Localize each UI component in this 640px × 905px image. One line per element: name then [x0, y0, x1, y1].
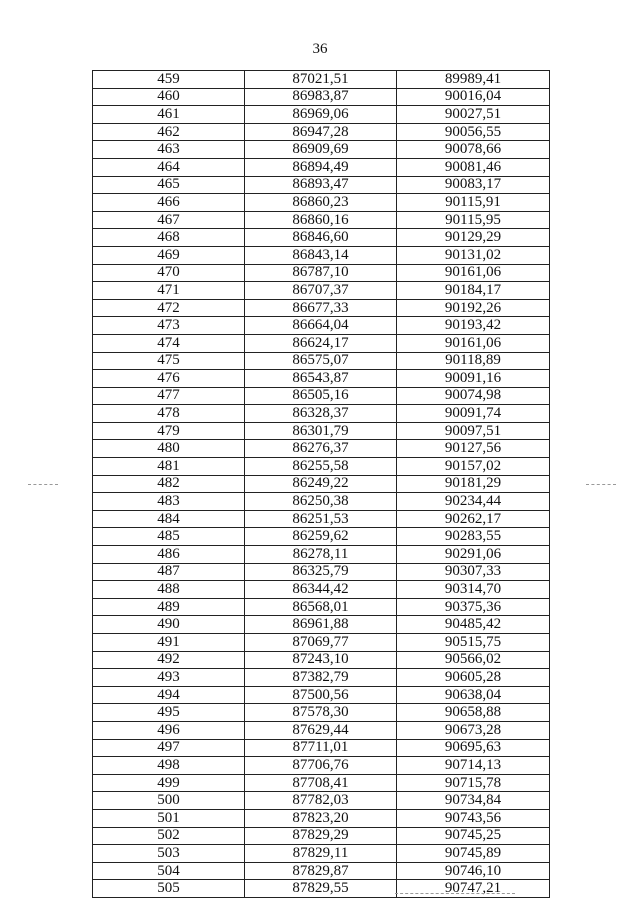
- table-row: [93, 211, 550, 229]
- y-coordinate-cell: 90714,13: [397, 757, 550, 775]
- table-row: [93, 387, 550, 405]
- y-coordinate-cell: 90129,29: [397, 229, 550, 247]
- y-coordinate-cell: 90184,17: [397, 282, 550, 300]
- point-number-cell: 494: [93, 686, 245, 704]
- point-number-cell: 468: [93, 229, 245, 247]
- table-row: [93, 880, 550, 898]
- y-coordinate-cell: 90115,95: [397, 211, 550, 229]
- x-coordinate-cell: 86568,01: [245, 598, 397, 616]
- x-coordinate-cell: 86543,87: [245, 370, 397, 388]
- point-number-cell: 466: [93, 194, 245, 212]
- y-coordinate-cell: 90016,04: [397, 88, 550, 106]
- table-row: [93, 334, 550, 352]
- table-row: [93, 229, 550, 247]
- y-coordinate-cell: 90056,55: [397, 123, 550, 141]
- y-coordinate-cell: 90515,75: [397, 634, 550, 652]
- table-row: [93, 370, 550, 388]
- x-coordinate-cell: 86909,69: [245, 141, 397, 159]
- x-coordinate-cell: 87500,56: [245, 686, 397, 704]
- x-coordinate-cell: 87243,10: [245, 651, 397, 669]
- y-coordinate-cell: 90127,56: [397, 440, 550, 458]
- coordinates-table-body: [93, 71, 550, 898]
- table-row: [93, 475, 550, 493]
- coordinates-table: [92, 70, 550, 898]
- y-coordinate-cell: 90745,89: [397, 845, 550, 863]
- table-row: [93, 827, 550, 845]
- point-number-cell: 487: [93, 563, 245, 581]
- x-coordinate-cell: 87829,87: [245, 862, 397, 880]
- point-number-cell: 462: [93, 123, 245, 141]
- point-number-cell: 490: [93, 616, 245, 634]
- y-coordinate-cell: 90566,02: [397, 651, 550, 669]
- table-row: [93, 194, 550, 212]
- point-number-cell: 501: [93, 809, 245, 827]
- x-coordinate-cell: 86250,38: [245, 493, 397, 511]
- point-number-cell: 475: [93, 352, 245, 370]
- x-coordinate-cell: 87823,20: [245, 809, 397, 827]
- point-number-cell: 465: [93, 176, 245, 194]
- point-number-cell: 476: [93, 370, 245, 388]
- table-row: [93, 686, 550, 704]
- y-coordinate-cell: 90658,88: [397, 704, 550, 722]
- point-number-cell: 461: [93, 106, 245, 124]
- y-coordinate-cell: 90605,28: [397, 669, 550, 687]
- table-row: [93, 528, 550, 546]
- point-number-cell: 460: [93, 88, 245, 106]
- x-coordinate-cell: 87829,29: [245, 827, 397, 845]
- x-coordinate-cell: 87782,03: [245, 792, 397, 810]
- y-coordinate-cell: 90262,17: [397, 510, 550, 528]
- y-coordinate-cell: 90157,02: [397, 458, 550, 476]
- y-coordinate-cell: 90081,46: [397, 158, 550, 176]
- y-coordinate-cell: 90131,02: [397, 246, 550, 264]
- x-coordinate-cell: 86707,37: [245, 282, 397, 300]
- point-number-cell: 485: [93, 528, 245, 546]
- point-number-cell: 473: [93, 317, 245, 335]
- point-number-cell: 463: [93, 141, 245, 159]
- x-coordinate-cell: 86860,23: [245, 194, 397, 212]
- y-coordinate-cell: 90746,10: [397, 862, 550, 880]
- point-number-cell: 464: [93, 158, 245, 176]
- table-row: [93, 862, 550, 880]
- y-coordinate-cell: 90115,91: [397, 194, 550, 212]
- x-coordinate-cell: 86251,53: [245, 510, 397, 528]
- point-number-cell: 496: [93, 721, 245, 739]
- x-coordinate-cell: 86325,79: [245, 563, 397, 581]
- table-row: [93, 493, 550, 511]
- x-coordinate-cell: 86677,33: [245, 299, 397, 317]
- table-row: [93, 282, 550, 300]
- y-coordinate-cell: 90193,42: [397, 317, 550, 335]
- y-coordinate-cell: 90743,56: [397, 809, 550, 827]
- y-coordinate-cell: 90485,42: [397, 616, 550, 634]
- point-number-cell: 489: [93, 598, 245, 616]
- point-number-cell: 503: [93, 845, 245, 863]
- point-number-cell: 479: [93, 422, 245, 440]
- y-coordinate-cell: 90314,70: [397, 581, 550, 599]
- point-number-cell: 470: [93, 264, 245, 282]
- table-row: [93, 598, 550, 616]
- point-number-cell: 492: [93, 651, 245, 669]
- x-coordinate-cell: 86259,62: [245, 528, 397, 546]
- y-coordinate-cell: 90673,28: [397, 721, 550, 739]
- point-number-cell: 482: [93, 475, 245, 493]
- table-row: [93, 123, 550, 141]
- table-row: [93, 809, 550, 827]
- x-coordinate-cell: 87629,44: [245, 721, 397, 739]
- point-number-cell: 472: [93, 299, 245, 317]
- y-coordinate-cell: 89989,41: [397, 71, 550, 89]
- y-coordinate-cell: 90091,16: [397, 370, 550, 388]
- y-coordinate-cell: 90161,06: [397, 264, 550, 282]
- x-coordinate-cell: 87578,30: [245, 704, 397, 722]
- x-coordinate-cell: 87708,41: [245, 774, 397, 792]
- x-coordinate-cell: 86301,79: [245, 422, 397, 440]
- x-coordinate-cell: 86947,28: [245, 123, 397, 141]
- point-number-cell: 486: [93, 546, 245, 564]
- y-coordinate-cell: 90715,78: [397, 774, 550, 792]
- point-number-cell: 495: [93, 704, 245, 722]
- x-coordinate-cell: 86278,11: [245, 546, 397, 564]
- point-number-cell: 469: [93, 246, 245, 264]
- x-coordinate-cell: 86276,37: [245, 440, 397, 458]
- point-number-cell: 497: [93, 739, 245, 757]
- table-row: [93, 739, 550, 757]
- scan-edge-mark-right: [586, 484, 616, 485]
- table-row: [93, 141, 550, 159]
- table-row: [93, 299, 550, 317]
- point-number-cell: 478: [93, 405, 245, 423]
- point-number-cell: 480: [93, 440, 245, 458]
- point-number-cell: 459: [93, 71, 245, 89]
- y-coordinate-cell: 90745,25: [397, 827, 550, 845]
- point-number-cell: 491: [93, 634, 245, 652]
- y-coordinate-cell: 90074,98: [397, 387, 550, 405]
- x-coordinate-cell: 86344,42: [245, 581, 397, 599]
- y-coordinate-cell: 90097,51: [397, 422, 550, 440]
- table-row: [93, 176, 550, 194]
- table-row: [93, 704, 550, 722]
- table-row: [93, 71, 550, 89]
- x-coordinate-cell: 86249,22: [245, 475, 397, 493]
- table-row: [93, 422, 550, 440]
- point-number-cell: 477: [93, 387, 245, 405]
- x-coordinate-cell: 87069,77: [245, 634, 397, 652]
- table-row: [93, 246, 550, 264]
- point-number-cell: 474: [93, 334, 245, 352]
- table-row: [93, 88, 550, 106]
- x-coordinate-cell: 87711,01: [245, 739, 397, 757]
- x-coordinate-cell: 86575,07: [245, 352, 397, 370]
- x-coordinate-cell: 86328,37: [245, 405, 397, 423]
- scan-edge-mark-bottom: [395, 893, 515, 894]
- table-row: [93, 352, 550, 370]
- y-coordinate-cell: 90234,44: [397, 493, 550, 511]
- table-row: [93, 106, 550, 124]
- x-coordinate-cell: 86893,47: [245, 176, 397, 194]
- point-number-cell: 493: [93, 669, 245, 687]
- y-coordinate-cell: 90747,21: [397, 880, 550, 898]
- y-coordinate-cell: 90161,06: [397, 334, 550, 352]
- point-number-cell: 504: [93, 862, 245, 880]
- table-row: [93, 158, 550, 176]
- point-number-cell: 499: [93, 774, 245, 792]
- page-number: 36: [312, 41, 328, 57]
- x-coordinate-cell: 86787,10: [245, 264, 397, 282]
- x-coordinate-cell: 87706,76: [245, 757, 397, 775]
- point-number-cell: 500: [93, 792, 245, 810]
- table-row: [93, 616, 550, 634]
- x-coordinate-cell: 86969,06: [245, 106, 397, 124]
- x-coordinate-cell: 86505,16: [245, 387, 397, 405]
- table-row: [93, 669, 550, 687]
- y-coordinate-cell: 90307,33: [397, 563, 550, 581]
- point-number-cell: 467: [93, 211, 245, 229]
- point-number-cell: 484: [93, 510, 245, 528]
- table-row: [93, 757, 550, 775]
- table-row: [93, 546, 550, 564]
- y-coordinate-cell: 90181,29: [397, 475, 550, 493]
- x-coordinate-cell: 86843,14: [245, 246, 397, 264]
- table-row: [93, 581, 550, 599]
- table-row: [93, 634, 550, 652]
- x-coordinate-cell: 87829,55: [245, 880, 397, 898]
- table-row: [93, 651, 550, 669]
- point-number-cell: 498: [93, 757, 245, 775]
- y-coordinate-cell: 90192,26: [397, 299, 550, 317]
- x-coordinate-cell: 87021,51: [245, 71, 397, 89]
- table-row: [93, 845, 550, 863]
- x-coordinate-cell: 87382,79: [245, 669, 397, 687]
- point-number-cell: 488: [93, 581, 245, 599]
- x-coordinate-cell: 86624,17: [245, 334, 397, 352]
- x-coordinate-cell: 86255,58: [245, 458, 397, 476]
- y-coordinate-cell: 90091,74: [397, 405, 550, 423]
- y-coordinate-cell: 90118,89: [397, 352, 550, 370]
- x-coordinate-cell: 86983,87: [245, 88, 397, 106]
- x-coordinate-cell: 86846,60: [245, 229, 397, 247]
- y-coordinate-cell: 90291,06: [397, 546, 550, 564]
- table-row: [93, 317, 550, 335]
- y-coordinate-cell: 90027,51: [397, 106, 550, 124]
- table-row: [93, 440, 550, 458]
- x-coordinate-cell: 86961,88: [245, 616, 397, 634]
- point-number-cell: 471: [93, 282, 245, 300]
- x-coordinate-cell: 86860,16: [245, 211, 397, 229]
- table-row: [93, 774, 550, 792]
- y-coordinate-cell: 90638,04: [397, 686, 550, 704]
- table-row: [93, 458, 550, 476]
- x-coordinate-cell: 86664,04: [245, 317, 397, 335]
- table-row: [93, 792, 550, 810]
- point-number-cell: 505: [93, 880, 245, 898]
- y-coordinate-cell: 90695,63: [397, 739, 550, 757]
- x-coordinate-cell: 87829,11: [245, 845, 397, 863]
- point-number-cell: 481: [93, 458, 245, 476]
- table-row: [93, 510, 550, 528]
- table-row: [93, 563, 550, 581]
- y-coordinate-cell: 90083,17: [397, 176, 550, 194]
- y-coordinate-cell: 90734,84: [397, 792, 550, 810]
- table-row: [93, 721, 550, 739]
- point-number-cell: 483: [93, 493, 245, 511]
- table-row: [93, 264, 550, 282]
- point-number-cell: 502: [93, 827, 245, 845]
- table-row: [93, 405, 550, 423]
- scan-edge-mark-left: [28, 484, 58, 485]
- y-coordinate-cell: 90078,66: [397, 141, 550, 159]
- y-coordinate-cell: 90375,36: [397, 598, 550, 616]
- y-coordinate-cell: 90283,55: [397, 528, 550, 546]
- x-coordinate-cell: 86894,49: [245, 158, 397, 176]
